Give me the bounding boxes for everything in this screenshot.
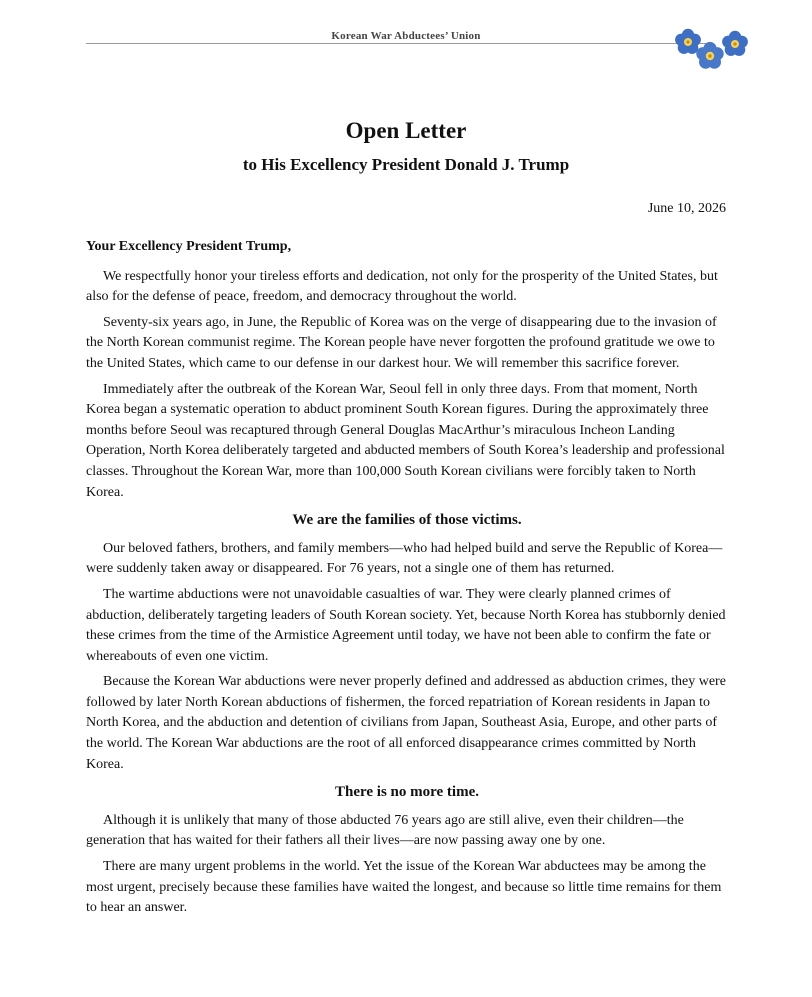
paragraph: Because the Korean War abductions were never properly defined and addressed as abduction crimes, they were followed by later North Korean abductions of fishermen, the forced repatriation of Korean residents in Japan to North Korea, and the abduction and detention of civilians from Japan, Southeast Asia, Europe, and other parts of the world. The Korean War abductions are the root of all enforced disappearance crimes committed by North Korea. [86,674,726,772]
salutation: Your Excellency President Trump, [86,239,292,254]
section-heading: There is no more time. [334,784,479,801]
org-name: Korean War Abductees’ Union [331,30,481,42]
paragraph: The wartime abductions were not unavoidable casualties of war. They were clearly planned crimes of abduction, deliberately targeting leaders of South Korean society. Yet, because North Korea has stubbornly denied these crimes from the time of the Armistice Agreement until today, we have not been able to confirm the fate or whereabouts of even one victim. [86,586,726,664]
letter-date: June 10, 2026 [647,201,726,216]
paragraph: Immediately after the outbreak of the Korean War, Seoul fell in only three days. From that moment, North Korea began a systematic operation to abduct prominent South Korean figures. During the approximately three months before Seoul was recaptured through General Douglas MacArthur’s miraculous Incheon Landing Operation, North Korea deliberately targeted and abducted members of South Korea’s leadership and professional classes. Throughout the Korean War, more than 100,000 South Korean civilians were forcibly taken to North Korea. [86,381,725,500]
letter-subtitle: to His Excellency President Donald J. Trump [242,155,570,174]
paragraph: Seventy-six years ago, in June, the Republic of Korea was on the verge of disappearing due to the invasion of the North Korean communist regime. The Korean people have never forgotten the profound gratitude we owe to the United States, which came to our defense in our darkest hour. We will remember this sacrifice forever. [86,314,717,371]
letter-title: Open Letter [345,118,467,143]
forget-me-not-flowers-icon [672,20,758,76]
paragraph: Our beloved fathers, brothers, and family members—who had helped build and serve the Republic of Korea—were suddenly taken away or disappeared. For 76 years, not a single one of them has returned. [86,540,723,577]
letter-body [86,237,728,924]
section-heading: We are the families of those victims. [292,512,522,529]
paragraph: Although it is unlikely that many of those abducted 76 years ago are still alive, even their children—the generation that has waited for their fathers all their lives—are now passing away one by one. [86,812,684,849]
header-divider [86,43,706,44]
paragraph: There are many urgent problems in the world. Yet the issue of the Korean War abductees may be among the most urgent, precisely because these families have waited the longest, and because so little time remains for them to hear an answer. [86,859,722,916]
paragraph: We respectfully honor your tireless efforts and dedication, not only for the prosperity of the United States, but also for the defense of peace, freedom, and democracy throughout the world. [86,268,718,305]
